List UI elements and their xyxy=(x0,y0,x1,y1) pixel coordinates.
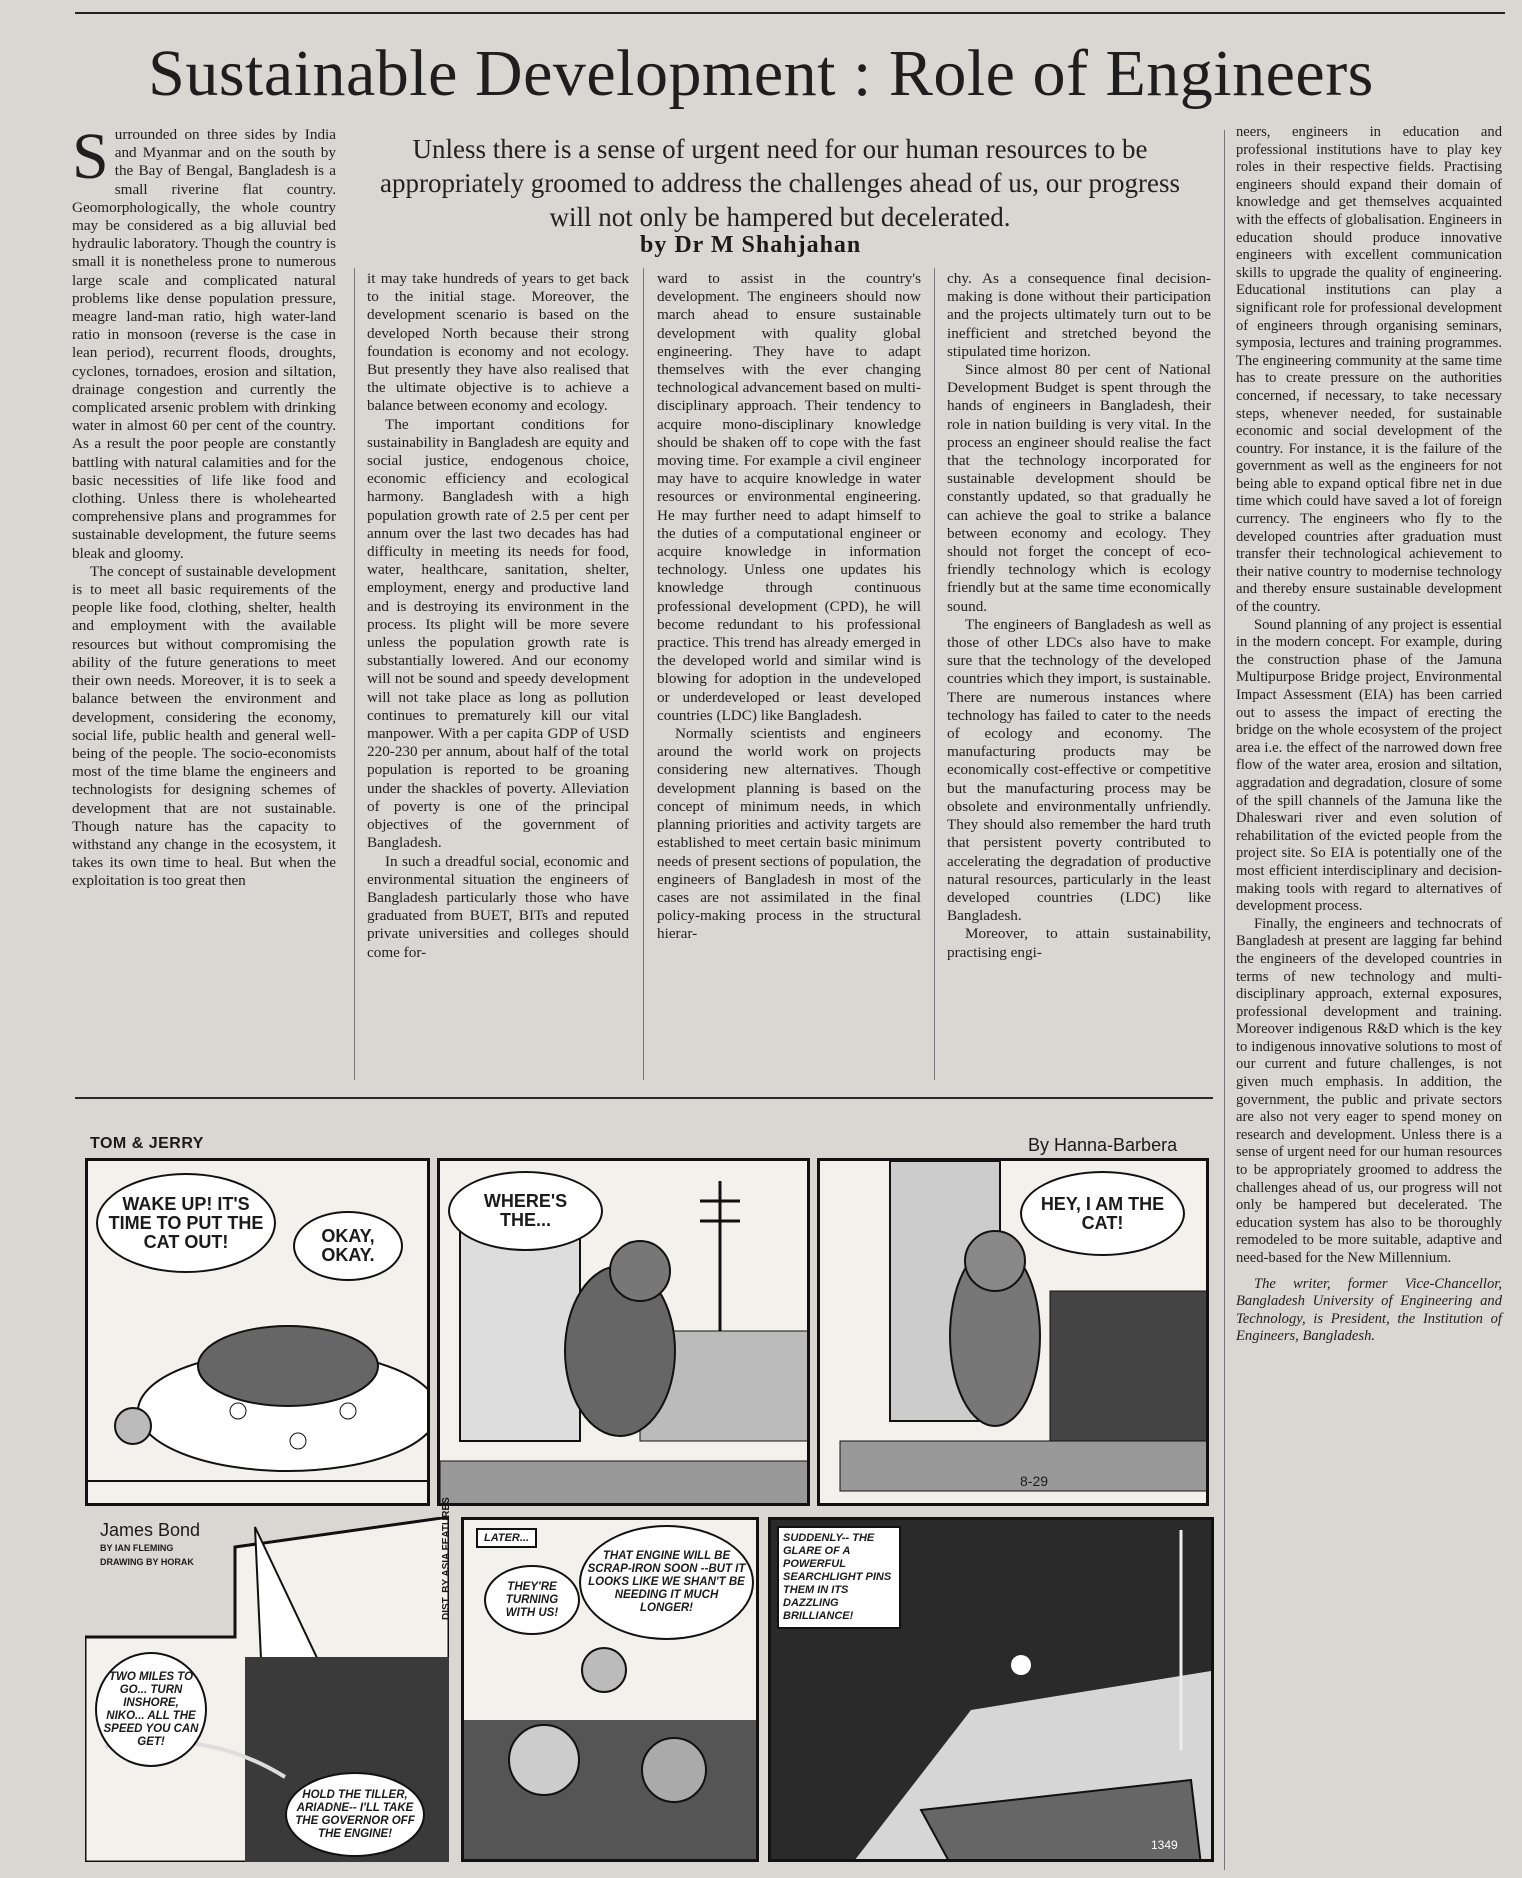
top-rule xyxy=(75,12,1505,14)
paragraph: Normally scientists and engineers around the world work on projects considering new alternatives. Though development planning is based on the concept of minimum needs, in which planning priorities and activity targets are established to meet certain basic minimum needs of present sections of population, the engineers of Bangladesh in most of the cases are not assimilated in the final policy-making process in the structural hierar- xyxy=(657,725,921,943)
tom-jerry-panel-1 xyxy=(85,1158,430,1506)
paragraph: neers, engineers in education and professional institutions have to play key roles in their respective fields. Practising engineers should expand their domain of knowledge and get themselves acquainted with the effects of globalisation. Engineers in education should produce innovative engineers with excellent communication skills to upgrade the quality of engineering. Educational institutions can play a significant role for professional development of engineers through organising seminars, symposia, lectures and training programmes. The engineering community at the same time has to create pressure on the authorities concerned, if necessary, to take necessary steps, whenever needed, for sustainable economic and social development of the country. For instance, it is the failure of the government as well as the engineers for not being able to expand optical fibre net in due time which could have saved a lot of foreign currency. The engineers who fly to the developed countries after graduation must transfer their technological achievement to their native country to modernise technology and thereby ensure sustainable development of the country. xyxy=(1236,124,1502,616)
article-column-2 xyxy=(367,270,629,962)
tom-jerry-title: TOM & JERRY xyxy=(90,1135,204,1152)
speech-balloon: TWO MILES TO GO... TURN INSHORE, NIKO... ALL THE SPEED YOU CAN GET! xyxy=(95,1652,207,1767)
drop-cap: S xyxy=(72,120,109,193)
paragraph: The important conditions for sustainability in Bangladesh are equity and social justice, endogenous choice, economic efficiency and ecological harmony. Bangladesh with a high population growth rate of 2.5 per cent per annum over the last two decades has had difficulty in meeting its needs for food, water, healthcare, sanitation, shelter, employment, energy and productive land and is destroying its environment in the process. Its plight will be more severe unless the population growth rate is substantially lowered. And our economy will not be sound and speedy development will not take place as long as pollution continues to prematurely kill our vital manpower. With a per capita GDP of USD 220-230 per annum, about half of the total population is reported to be groaning under the shackles of poverty. Alleviation of poverty is one of the principal objectives of the government of Bangladesh. xyxy=(367,415,629,852)
paragraph: Since almost 80 per cent of National Development Budget is spent through the hands of engineers in Bangladesh, their role in nation building is very vital. In the process an engineer should realise the fact that the technology incorporated for sustainable development should be constantly updated, so that gradually he can achieve the goal to strike a balance between economy and ecology. They should not forget the concept of eco-friendly technology which is ecology friendly but at the same time economically sound. xyxy=(947,361,1211,615)
speech-balloon: THEY'RE TURNING WITH US! xyxy=(484,1565,580,1635)
tom-jerry-panel-3 xyxy=(817,1158,1209,1506)
speech-balloon: HOLD THE TILLER, ARIADNE-- I'LL TAKE THE GOVERNOR OFF THE ENGINE! xyxy=(285,1772,425,1857)
tom-jerry-panel-2 xyxy=(437,1158,810,1506)
james-bond-panel-1 xyxy=(85,1517,449,1862)
speech-balloon: WHERE'S THE... xyxy=(448,1171,603,1251)
author-caption: The writer, former Vice-Chancellor, Bangladesh University of Engineering and Technology, is President, the Institution of Engineers, Bangladesh. xyxy=(1236,1275,1502,1345)
james-bond-panel-3 xyxy=(768,1517,1214,1862)
speech-balloon: WAKE UP! IT'S TIME TO PUT THE CAT OUT! xyxy=(96,1173,276,1273)
article-column-5 xyxy=(1236,124,1502,1346)
paragraph: In such a dreadful social, economic and environmental situation the engineers of Bangladesh particularly those who have graduated from BUET, BITs and reputed private universities and colleges should come for- xyxy=(367,852,629,961)
column-divider xyxy=(643,268,644,1080)
article-column-4 xyxy=(947,270,1211,962)
paragraph: The engineers of Bangladesh as well as those of other LDCs also have to make sure that the technology of the developed countries which they import, is sustainable. There are numerous instances where technology has failed to cater to the needs of ecology and economy. The manufacturing products may be economically cost-effective or competitive but the manufacturing process may be obsolete and environmentally unfriendly. They should also remember the hard truth that persistent poverty contributed to accelerating the degradation of productive natural resources, particularly in the least developed countries (LDC) like Bangladesh. xyxy=(947,615,1211,925)
paragraph: it may take hundreds of years to get back to the initial stage. Moreover, the development scenario is based on the developed North because their strong foundation is economy and not ecology. But presently they have also realised that the ultimate objective is to achieve a balance between economy and ecology. xyxy=(367,270,629,415)
panel-caption: SUDDENLY-- THE GLARE OF A POWERFUL SEARCHLIGHT PINS THEM IN ITS DAZZLING BRILLIANCE! xyxy=(777,1526,901,1629)
panel-caption: LATER... xyxy=(476,1528,537,1548)
strip-date: 8-29 xyxy=(1020,1473,1049,1489)
column-divider xyxy=(934,268,935,1080)
paragraph: urrounded on three sides by India and Myanmar and on the south by the Bay of Bengal, Bangladesh is a small riverine flat country. Geomorphologically, the whole country may be considered as a big alluvial bed hydraulic laboratory. Though the country is small it is nonetheless prone to numerous large scale and complicated natural problems like dense population pressure, meagre land-man ratio, high water-land ratio in monsoon (reverse is the case in lean period), recurrent floods, droughts, cyclones, tornadoes, erosion and siltation, drainage congestion and currently the complicated arsenic problem with drinking water in almost 60 per cent of the country. As a result the poor people are constantly battling with natural calamities and for the basic necessities of life like food and clothing. Unless there is wholehearted comprehensive plans and programmes for sustainable development, the future seems bleak and gloomy. xyxy=(72,126,336,562)
article-column-3 xyxy=(657,270,921,944)
paragraph: chy. As a consequence final decision-making is done without their participation and the projects ultimately turn out to be inefficient and stretched beyond the stipulated time horizon. xyxy=(947,270,1211,360)
james-bond-title: James Bond xyxy=(100,1520,201,1540)
strip-number: 1349 xyxy=(1151,1838,1178,1852)
paragraph: Finally, the engineers and technocrats of Bangladesh at present are lagging far behind the engineers of the developed countries in terms of new technology and multi-disciplinary approach, external exposures, professional development and training. Moreover indigenous R&D which is the key to indigenous innovative solutions to most of our current and future challenges, is not given much emphasis. In addition, the government, the public and private sectors are also not very eager to spend money on research and development. Unless there is a sense of urgent need for our human resources to be appropriately groomed to address the challenges ahead of us, our progress will not only be hampered but decelerated. The education system has also to be thoroughly remodeled to be more suitable, adaptive and need-based for the New Millennium. xyxy=(1236,915,1502,1266)
james-bond-author: BY IAN FLEMING xyxy=(100,1543,174,1553)
deck-standfirst: Unless there is a sense of urgent need for our human resources to be appropriately groomed to address the challenges ahead of us, our progress will not only be hampered but decelerated. xyxy=(380,134,1180,232)
headline: Sustainable Development : Role of Engineers xyxy=(148,37,1374,110)
speech-balloon: THAT ENGINE WILL BE SCRAP-IRON SOON --BUT IT LOOKS LIKE WE SHAN'T BE NEEDING IT MUCH LONGER! xyxy=(579,1525,754,1640)
speech-balloon: HEY, I AM THE CAT! xyxy=(1020,1171,1185,1256)
column-divider xyxy=(354,268,355,1080)
comics-top-rule xyxy=(75,1097,1213,1099)
paragraph: Sound planning of any project is essential in the modern concept. For example, during the construction phase of the Jamuna Multipurpose Bridge project, Environmental Impact Assessment (EIA) has been carried out to assess the impact of erecting the bridge on the whole ecosystem of the project area i.e. the effect of the narrowed down free flow of the water area, erosion and siltation, aggradation and degradation, closure of some of the spill channels of the Jamuna like the Dhaleswari river and even solution of rehabilitation of the evicted people from the project site. So EIA is potentially one of the most efficient interdisciplinary and decision-making tools with regard to alternatives of development process. xyxy=(1236,616,1502,915)
article-column-1 xyxy=(72,120,336,891)
paragraph: ward to assist in the country's development. The engineers should now march ahead to ensure sustainable development with quality global engineering. They have to adapt themselves with the ever changing technological advancement based on multi-disciplinary approach. Their tendency to acquire mono-disciplinary knowledge should be shaken off to cope with the fast moving time. For example a civil engineer may have to acquire knowledge in water resources or environmental engineering. He may further need to adapt himself to the duties of a computational engineer or acquire knowledge in information technology. Unless one updates his knowledge through continuous professional development (CPD), he will become redundant to his professional practice. This trend has already emerged in the developed world and similar wind is blowing for adoption in the undeveloped or underdeveloped or least developed countries (LDC) like Bangladesh. xyxy=(657,270,922,724)
column-divider xyxy=(1224,130,1225,1870)
distributor-credit: DIST. BY ASIA FEATURES xyxy=(441,1497,452,1620)
paragraph: Moreover, to attain sustainability, practising engi- xyxy=(947,925,1211,961)
byline: by Dr M Shahjahan xyxy=(640,232,862,258)
james-bond-panel-2 xyxy=(461,1517,759,1862)
speech-balloon: OKAY, OKAY. xyxy=(293,1211,403,1281)
paragraph: The concept of sustainable development is to meet all basic requirements of the people like food, clothing, shelter, health and employment with the available resources but without compromising the ability of the future generations to meet their own needs. Moreover, it is to seek a balance between the environment and development, considering the economy, social life, public health and general well-being of the people. The socio-economists most of the time blame the engineers and technologists for designing schemes of development that are not sustainable. Though nature has the capacity to withstand any change in the ecosystem, it takes its own time to heal. But when the exploitation is too great then xyxy=(72,562,336,890)
james-bond-artist: DRAWING BY HORAK xyxy=(100,1557,194,1567)
tom-jerry-credit: By Hanna-Barbera xyxy=(1028,1135,1178,1155)
